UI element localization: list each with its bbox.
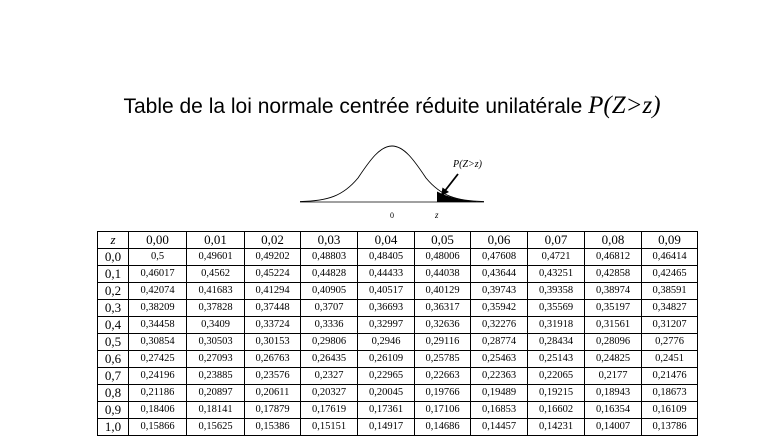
table-cell: 0,22965 bbox=[358, 368, 415, 385]
table-cell: 0,21476 bbox=[642, 368, 698, 385]
table-cell: 0,27425 bbox=[129, 351, 187, 368]
table-cell: 0,17106 bbox=[415, 402, 471, 419]
table-cell: 0,48803 bbox=[301, 249, 358, 266]
title-formula: P(Z>z) bbox=[588, 92, 661, 119]
table-cell: 0,4562 bbox=[187, 266, 245, 283]
annotation-arrow bbox=[444, 174, 458, 192]
table-row bbox=[98, 300, 698, 317]
table-row bbox=[98, 351, 698, 368]
row-header: 0,1 bbox=[98, 266, 129, 283]
table-cell: 0,35942 bbox=[471, 300, 528, 317]
table-cell: 0,39358 bbox=[528, 283, 585, 300]
table-cell: 0,29116 bbox=[415, 334, 471, 351]
column-header: 0,05 bbox=[415, 232, 471, 249]
row-header: 0,7 bbox=[98, 368, 129, 385]
table-cell: 0,17879 bbox=[245, 402, 301, 419]
column-header: 0,02 bbox=[245, 232, 301, 249]
table-cell: 0,23885 bbox=[187, 368, 245, 385]
table-cell: 0,25785 bbox=[415, 351, 471, 368]
table-cell: 0,44828 bbox=[301, 266, 358, 283]
table-cell: 0,2776 bbox=[642, 334, 698, 351]
table-cell: 0,42465 bbox=[642, 266, 698, 283]
table-row bbox=[98, 266, 698, 283]
table-cell: 0,18406 bbox=[129, 402, 187, 419]
table-cell: 0,27093 bbox=[187, 351, 245, 368]
table-cell: 0,30153 bbox=[245, 334, 301, 351]
table-cell: 0,44038 bbox=[415, 266, 471, 283]
table-cell: 0,43644 bbox=[471, 266, 528, 283]
table-cell: 0,19215 bbox=[528, 385, 585, 402]
table-cell: 0,38974 bbox=[585, 283, 642, 300]
table-cell: 0,19489 bbox=[471, 385, 528, 402]
table-cell: 0,17361 bbox=[358, 402, 415, 419]
table-cell: 0,20611 bbox=[245, 385, 301, 402]
table-cell: 0,36317 bbox=[415, 300, 471, 317]
table-cell: 0,16109 bbox=[642, 402, 698, 419]
table-cell: 0,40517 bbox=[358, 283, 415, 300]
row-header: 0,6 bbox=[98, 351, 129, 368]
table-cell: 0,26435 bbox=[301, 351, 358, 368]
table-cell: 0,14231 bbox=[528, 419, 585, 436]
table-cell: 0,34458 bbox=[129, 317, 187, 334]
table-cell: 0,5 bbox=[129, 249, 187, 266]
table-cell: 0,28774 bbox=[471, 334, 528, 351]
column-header: 0,01 bbox=[187, 232, 245, 249]
table-cell: 0,37448 bbox=[245, 300, 301, 317]
axis-label-z: z bbox=[435, 210, 439, 220]
row-header: 0,0 bbox=[98, 249, 129, 266]
table-cell: 0,47608 bbox=[471, 249, 528, 266]
table-row bbox=[98, 419, 698, 436]
table-row bbox=[98, 402, 698, 419]
table-row bbox=[98, 368, 698, 385]
table-cell: 0,48405 bbox=[358, 249, 415, 266]
table-cell: 0,40129 bbox=[415, 283, 471, 300]
row-header: 1,0 bbox=[98, 419, 129, 436]
table-header-row bbox=[98, 232, 698, 249]
table-cell: 0,29806 bbox=[301, 334, 358, 351]
table-cell: 0,19766 bbox=[415, 385, 471, 402]
table-cell: 0,45224 bbox=[245, 266, 301, 283]
table-cell: 0,21186 bbox=[129, 385, 187, 402]
table-cell: 0,32636 bbox=[415, 317, 471, 334]
table-cell: 0,17619 bbox=[301, 402, 358, 419]
column-header: 0,09 bbox=[642, 232, 698, 249]
table-cell: 0,2177 bbox=[585, 368, 642, 385]
table-cell: 0,46017 bbox=[129, 266, 187, 283]
row-header: 0,9 bbox=[98, 402, 129, 419]
table-cell: 0,48006 bbox=[415, 249, 471, 266]
row-header: 0,2 bbox=[98, 283, 129, 300]
table-cell: 0,30503 bbox=[187, 334, 245, 351]
title-text: Table de la loi normale centrée réduite unilatérale bbox=[123, 95, 583, 118]
table-cell: 0,49202 bbox=[245, 249, 301, 266]
table-row bbox=[98, 249, 698, 266]
row-header: 0,3 bbox=[98, 300, 129, 317]
table-cell: 0,46414 bbox=[642, 249, 698, 266]
table-cell: 0,38591 bbox=[642, 283, 698, 300]
column-header: 0,00 bbox=[129, 232, 187, 249]
table-cell: 0,26109 bbox=[358, 351, 415, 368]
table-cell: 0,33724 bbox=[245, 317, 301, 334]
table-cell: 0,43251 bbox=[528, 266, 585, 283]
table-cell: 0,30854 bbox=[129, 334, 187, 351]
axis-label-zero: 0 bbox=[390, 211, 394, 220]
column-header: 0,03 bbox=[301, 232, 358, 249]
row-header: 0,4 bbox=[98, 317, 129, 334]
table-cell: 0,14917 bbox=[358, 419, 415, 436]
table-cell: 0,20327 bbox=[301, 385, 358, 402]
table-cell: 0,40905 bbox=[301, 283, 358, 300]
table-cell: 0,2451 bbox=[642, 351, 698, 368]
table-cell: 0,39743 bbox=[471, 283, 528, 300]
row-header: 0,5 bbox=[98, 334, 129, 351]
table-cell: 0,41683 bbox=[187, 283, 245, 300]
table-cell: 0,44433 bbox=[358, 266, 415, 283]
column-header: 0,07 bbox=[528, 232, 585, 249]
table-body bbox=[98, 249, 698, 436]
table-cell: 0,18943 bbox=[585, 385, 642, 402]
annotation-label: P(Z>z) bbox=[453, 159, 482, 170]
table-cell: 0,26763 bbox=[245, 351, 301, 368]
page-title bbox=[0, 92, 784, 120]
table-cell: 0,22363 bbox=[471, 368, 528, 385]
table-cell: 0,34827 bbox=[642, 300, 698, 317]
table-cell: 0,14686 bbox=[415, 419, 471, 436]
table-cell: 0,18141 bbox=[187, 402, 245, 419]
table-cell: 0,15866 bbox=[129, 419, 187, 436]
table-cell: 0,32997 bbox=[358, 317, 415, 334]
table-cell: 0,28434 bbox=[528, 334, 585, 351]
table-cell: 0,13786 bbox=[642, 419, 698, 436]
table-cell: 0,25143 bbox=[528, 351, 585, 368]
table-cell: 0,18673 bbox=[642, 385, 698, 402]
table-cell: 0,49601 bbox=[187, 249, 245, 266]
normal-distribution-table bbox=[97, 231, 698, 436]
table-cell: 0,32276 bbox=[471, 317, 528, 334]
table-cell: 0,15151 bbox=[301, 419, 358, 436]
table-cell: 0,41294 bbox=[245, 283, 301, 300]
table-cell: 0,28096 bbox=[585, 334, 642, 351]
table-cell: 0,16602 bbox=[528, 402, 585, 419]
table-cell: 0,46812 bbox=[585, 249, 642, 266]
table-corner-cell: z bbox=[98, 232, 129, 249]
table-cell: 0,31561 bbox=[585, 317, 642, 334]
table-cell: 0,31207 bbox=[642, 317, 698, 334]
table-cell: 0,42858 bbox=[585, 266, 642, 283]
table-cell: 0,31918 bbox=[528, 317, 585, 334]
table-cell: 0,20045 bbox=[358, 385, 415, 402]
normal-curve-figure bbox=[298, 138, 508, 220]
table-cell: 0,14007 bbox=[585, 419, 642, 436]
table-cell: 0,16354 bbox=[585, 402, 642, 419]
table-row bbox=[98, 385, 698, 402]
table-cell: 0,35197 bbox=[585, 300, 642, 317]
table-cell: 0,15625 bbox=[187, 419, 245, 436]
table-cell: 0,23576 bbox=[245, 368, 301, 385]
arrow-head-icon bbox=[441, 188, 449, 197]
table-cell: 0,14457 bbox=[471, 419, 528, 436]
table-cell: 0,22663 bbox=[415, 368, 471, 385]
table-cell: 0,36693 bbox=[358, 300, 415, 317]
table-cell: 0,35569 bbox=[528, 300, 585, 317]
table-cell: 0,3707 bbox=[301, 300, 358, 317]
table-row bbox=[98, 334, 698, 351]
table-cell: 0,22065 bbox=[528, 368, 585, 385]
table-cell: 0,4721 bbox=[528, 249, 585, 266]
table-cell: 0,3336 bbox=[301, 317, 358, 334]
row-header: 0,8 bbox=[98, 385, 129, 402]
table-cell: 0,16853 bbox=[471, 402, 528, 419]
table-cell: 0,20897 bbox=[187, 385, 245, 402]
table-cell: 0,24196 bbox=[129, 368, 187, 385]
table-cell: 0,25463 bbox=[471, 351, 528, 368]
table-cell: 0,2327 bbox=[301, 368, 358, 385]
table-cell: 0,24825 bbox=[585, 351, 642, 368]
table-cell: 0,2946 bbox=[358, 334, 415, 351]
gaussian-curve bbox=[300, 146, 484, 202]
table-cell: 0,42074 bbox=[129, 283, 187, 300]
table-row bbox=[98, 317, 698, 334]
table-cell: 0,38209 bbox=[129, 300, 187, 317]
table-cell: 0,3409 bbox=[187, 317, 245, 334]
table-cell: 0,15386 bbox=[245, 419, 301, 436]
column-header: 0,08 bbox=[585, 232, 642, 249]
table-row bbox=[98, 283, 698, 300]
column-header: 0,04 bbox=[358, 232, 415, 249]
table-cell: 0,37828 bbox=[187, 300, 245, 317]
column-header: 0,06 bbox=[471, 232, 528, 249]
